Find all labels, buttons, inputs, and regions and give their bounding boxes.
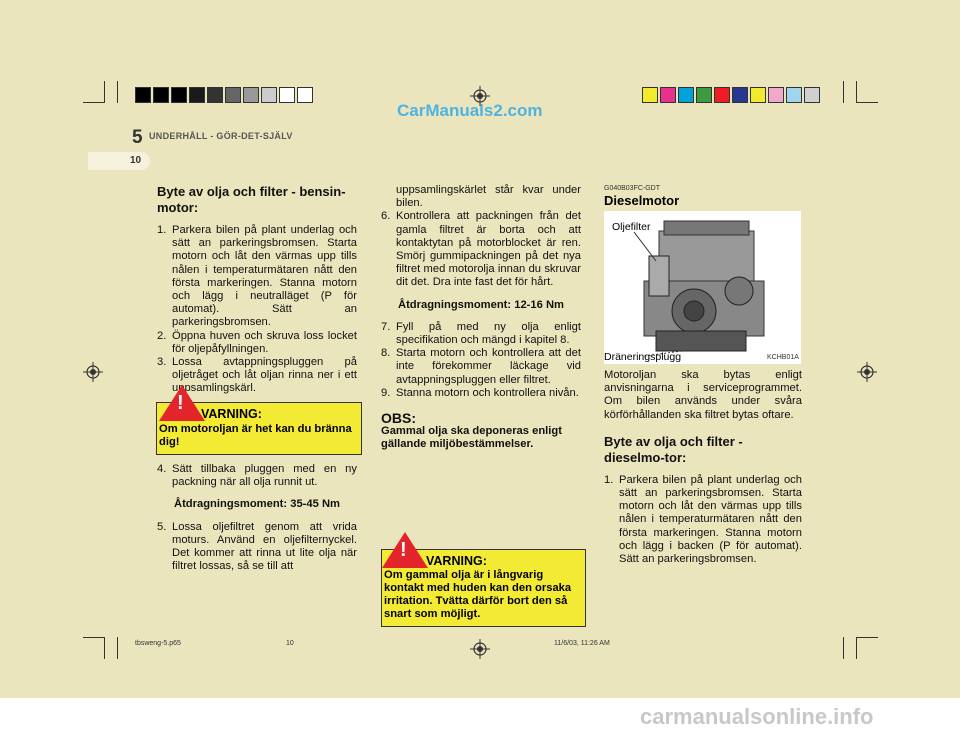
crop-mark bbox=[83, 102, 105, 103]
crop-mark bbox=[104, 637, 105, 659]
column-left-continued bbox=[157, 463, 357, 573]
step-text: Parkera bilen på plant underlag och sätt an parkeringsbromsen. Starta motorn och låt den värmas upp tills nålen i temperaturmätaren nått den första markeringen. Stanna motorn och lägg i backen (P för automat). Sätt an parkeringsbromsen. bbox=[619, 473, 802, 566]
cmyk-color-bar bbox=[642, 87, 822, 103]
warning-title: VARNING: bbox=[426, 554, 487, 568]
step-list bbox=[157, 463, 357, 489]
warning-title: VARNING: bbox=[201, 407, 262, 421]
step-text: Lossa avtappningspluggen på oljetråget och låt oljan rinna ner i ett uppsamlingskärl. bbox=[172, 356, 357, 395]
warning-box-skin-contact bbox=[381, 539, 586, 627]
step-number: 4. bbox=[157, 463, 167, 475]
torque-value: Åtdragningsmoment: 35-45 Nm bbox=[174, 498, 340, 511]
diesel-engine-illustration bbox=[604, 211, 801, 364]
warning-text: Om gammal olja är i långvarig kontakt med huden kan den orsaka irritation. Tvätta därför bort den så snart som möjligt. bbox=[384, 569, 572, 620]
step-list bbox=[604, 474, 802, 566]
grayscale-color-bar bbox=[135, 87, 315, 103]
step-text: Öppna huven och skruva loss locket för oljepåfyllningen. bbox=[172, 329, 357, 355]
heading-diesel-oil-change: Byte av olja och filter - dieselmo-tor: bbox=[604, 433, 743, 465]
step-list bbox=[381, 210, 581, 289]
list-item bbox=[157, 521, 357, 574]
step-text: Starta motorn och kontrollera att det inte förekommer läckage vid avtappningspluggen eller filtret. bbox=[396, 347, 581, 386]
color-swatch bbox=[642, 87, 658, 103]
section-code: G040B03FC-GDT bbox=[604, 185, 661, 192]
color-swatch bbox=[171, 87, 187, 103]
torque-value: Åtdragningsmoment: 12-16 Nm bbox=[398, 298, 564, 311]
footer-date: 11/6/03, 11:26 AM bbox=[554, 640, 610, 647]
intro-paragraph: Motoroljan ska bytas enligt anvisningarna i serviceprogrammet. Om bilen används under svåra körförhållanden ska filtret bytas oftare. bbox=[604, 369, 802, 421]
step-list bbox=[157, 521, 357, 574]
image-code: KCHB01A bbox=[767, 354, 799, 361]
color-swatch bbox=[243, 87, 259, 103]
heading-petrol-oil-change: Byte av olja och filter - bensin-motor: bbox=[157, 184, 346, 215]
color-swatch bbox=[660, 87, 676, 103]
bottom-watermark: carmanualsonline.info bbox=[640, 704, 874, 729]
column-middle bbox=[381, 184, 581, 452]
crop-mark bbox=[856, 102, 878, 103]
step-list bbox=[157, 224, 357, 396]
watermark-link[interactable]: CarManuals2.com bbox=[397, 101, 543, 120]
step-number: 3. bbox=[157, 356, 167, 369]
crop-mark bbox=[117, 81, 118, 103]
color-swatch bbox=[261, 87, 277, 103]
step-text: Lossa oljefiltret genom att vrida moturs. Använd en oljefilternyckel. Det kommer att rinna ut lite olja när filtret lossas, så se till att bbox=[172, 520, 357, 573]
crop-mark bbox=[843, 637, 844, 659]
color-swatch bbox=[153, 87, 169, 103]
color-swatch bbox=[279, 87, 295, 103]
color-swatch bbox=[768, 87, 784, 103]
step-text: Kontrollera att packningen från det gamla filtret är borta och att kontaktytan på motorblocket är ren. Smörj gummipackningen på det nya filtret med motorolja innan du skruvar dit det. Dra inte fast det för hårt. bbox=[396, 210, 581, 289]
label-oil-filter: Oljefilter bbox=[612, 221, 651, 233]
color-swatch bbox=[207, 87, 223, 103]
exclamation-icon: ! bbox=[400, 539, 407, 561]
step-text: Sätt tillbaka pluggen med en ny packning när all olja runnit ut. bbox=[172, 463, 357, 489]
registration-mark-icon bbox=[83, 362, 103, 382]
section-title: UNDERHÅLL - GÖR-DET-SJÄLV bbox=[149, 131, 293, 141]
crop-mark bbox=[856, 81, 857, 103]
warning-box-hot-oil bbox=[156, 392, 362, 455]
list-item bbox=[157, 330, 357, 356]
color-swatch bbox=[714, 87, 730, 103]
crop-mark bbox=[83, 637, 105, 638]
step-number: 5. bbox=[157, 520, 167, 533]
note-text: Gammal olja ska deponeras enligt gällande miljöbestämmelser. bbox=[381, 425, 562, 451]
list-item bbox=[381, 210, 581, 289]
color-swatch bbox=[732, 87, 748, 103]
warning-text: Om motoroljan är het kan du bränna dig! bbox=[159, 423, 352, 448]
step-text: Fyll på med ny olja enligt specifikation och mängd i kapitel 8. bbox=[396, 320, 581, 347]
step-number: 1. bbox=[604, 473, 614, 486]
engine-drawing-icon bbox=[604, 211, 801, 364]
crop-mark bbox=[104, 81, 105, 103]
step-list bbox=[381, 321, 581, 400]
registration-mark-icon bbox=[857, 362, 877, 382]
continued-text: uppsamlingskärlet står kvar under bilen. bbox=[396, 184, 581, 210]
color-swatch bbox=[678, 87, 694, 103]
exclamation-icon: ! bbox=[177, 392, 184, 414]
registration-mark-icon bbox=[470, 639, 490, 659]
step-number: 2. bbox=[157, 329, 167, 342]
list-item bbox=[604, 474, 802, 566]
page-number: 10 bbox=[130, 155, 142, 166]
step-number: 6. bbox=[381, 210, 391, 223]
column-left bbox=[157, 184, 357, 396]
list-item bbox=[157, 463, 357, 489]
note-title: OBS: bbox=[381, 410, 416, 427]
crop-mark bbox=[117, 637, 118, 659]
step-number: 7. bbox=[381, 320, 391, 333]
footer-filename: tbsweng-5.p65 bbox=[135, 640, 181, 647]
heading-diesel-engine: Dieselmotor bbox=[604, 193, 680, 208]
step-text: Stanna motorn och kontrollera nivån. bbox=[396, 386, 579, 399]
color-swatch bbox=[786, 87, 802, 103]
list-item bbox=[381, 321, 581, 347]
color-swatch bbox=[750, 87, 766, 103]
color-swatch bbox=[696, 87, 712, 103]
step-number: 9. bbox=[381, 386, 391, 399]
label-drain-plug: Dräneringsplugg bbox=[604, 351, 682, 363]
step-text: Parkera bilen på plant underlag och sätt an parkeringsbromsen. Starta motorn och låt den värmas upp tills nålen i temperaturmätaren nått den första markeringen. Stanna motorn och lägg i neutralläget (P för automat). Sätt an parkeringsbromsen. bbox=[172, 224, 357, 329]
list-item bbox=[381, 387, 581, 400]
list-item bbox=[381, 347, 581, 387]
column-right bbox=[604, 369, 802, 566]
crop-mark bbox=[843, 81, 844, 103]
footer-page: 10 bbox=[286, 640, 294, 647]
crop-mark bbox=[856, 637, 857, 659]
color-swatch bbox=[135, 87, 151, 103]
crop-mark bbox=[856, 637, 878, 638]
list-item bbox=[157, 224, 357, 330]
section-number: 5 bbox=[132, 127, 143, 148]
color-swatch bbox=[189, 87, 205, 103]
color-swatch bbox=[804, 87, 820, 103]
color-swatch bbox=[297, 87, 313, 103]
step-number: 8. bbox=[381, 347, 391, 360]
color-swatch bbox=[225, 87, 241, 103]
step-number: 1. bbox=[157, 224, 167, 236]
